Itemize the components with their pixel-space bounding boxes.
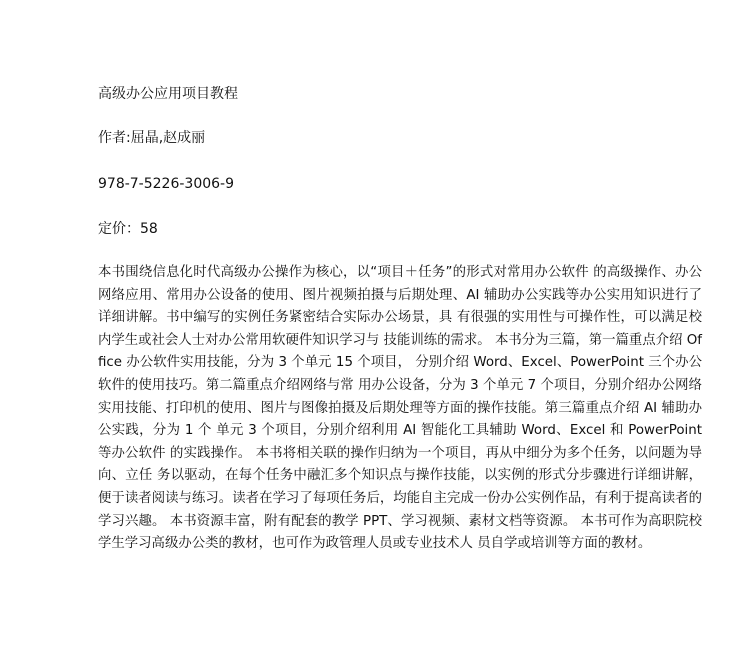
book-title: 高级办公应用项目教程 <box>98 86 238 102</box>
book-description: 本书围绕信息化时代高级办公操作为核心，以“项目＋任务”的形式对常用办公软件 的高级操作、办公网络应用、常用办公设备的使用、图片视频拍摄与后期处理、AI 辅助办公实践等办公实用知识进行了详细讲解。书中编写的实例任务紧密结合实际办公场景，具 有很强的实用性与可操作性，可以满足校内学生或社会人士对办公常用软硬件知识学习与 技能训练的需求。 本书分为三篇，第一篇重点介绍 Office 办公软件实用技能，分为 3 个单元 15 个项目， 分别介绍 Word、Excel、PowerPoint 三个办公软件的使用技巧。第二篇重点介绍网络与常 用办公设备，分为 3 个单元 7 个项目，分别介绍办公网络实用技能、打印机的使用、图片与图像拍摄及后期处理等方面的操作技能。第三篇重点介绍 AI 辅助办公实践，分为 1 个 单元 3 个项目，分别介绍利用 AI 智能化工具辅助 Word、Excel 和 PowerPoint 等办公软件 的实践操作。 本书将相关联的操作归纳为一个项目，再从中细分为多个任务，以问题为导向、立任 务以驱动，在每个任务中融汇多个知识点与操作技能，以实例的形式分步骤进行详细讲解， 便于读者阅读与练习。读者在学习了每项任务后，均能自主完成一份办公实例作品，有利于提高读者的学习兴趣。 本书资源丰富，附有配套的教学 PPT、学习视频、素材文档等资源。 本书可作为高职院校学生学习高级办公类的教材，也可作为政管理人员或专业技术人 员自学或培训等方面的教材。 <box>98 265 702 552</box>
book-authors: 作者:屈晶,赵成丽 <box>98 130 206 146</box>
book-price: 定价：58 <box>98 221 158 237</box>
book-isbn: 978-7-5226-3006-9 <box>98 176 235 192</box>
